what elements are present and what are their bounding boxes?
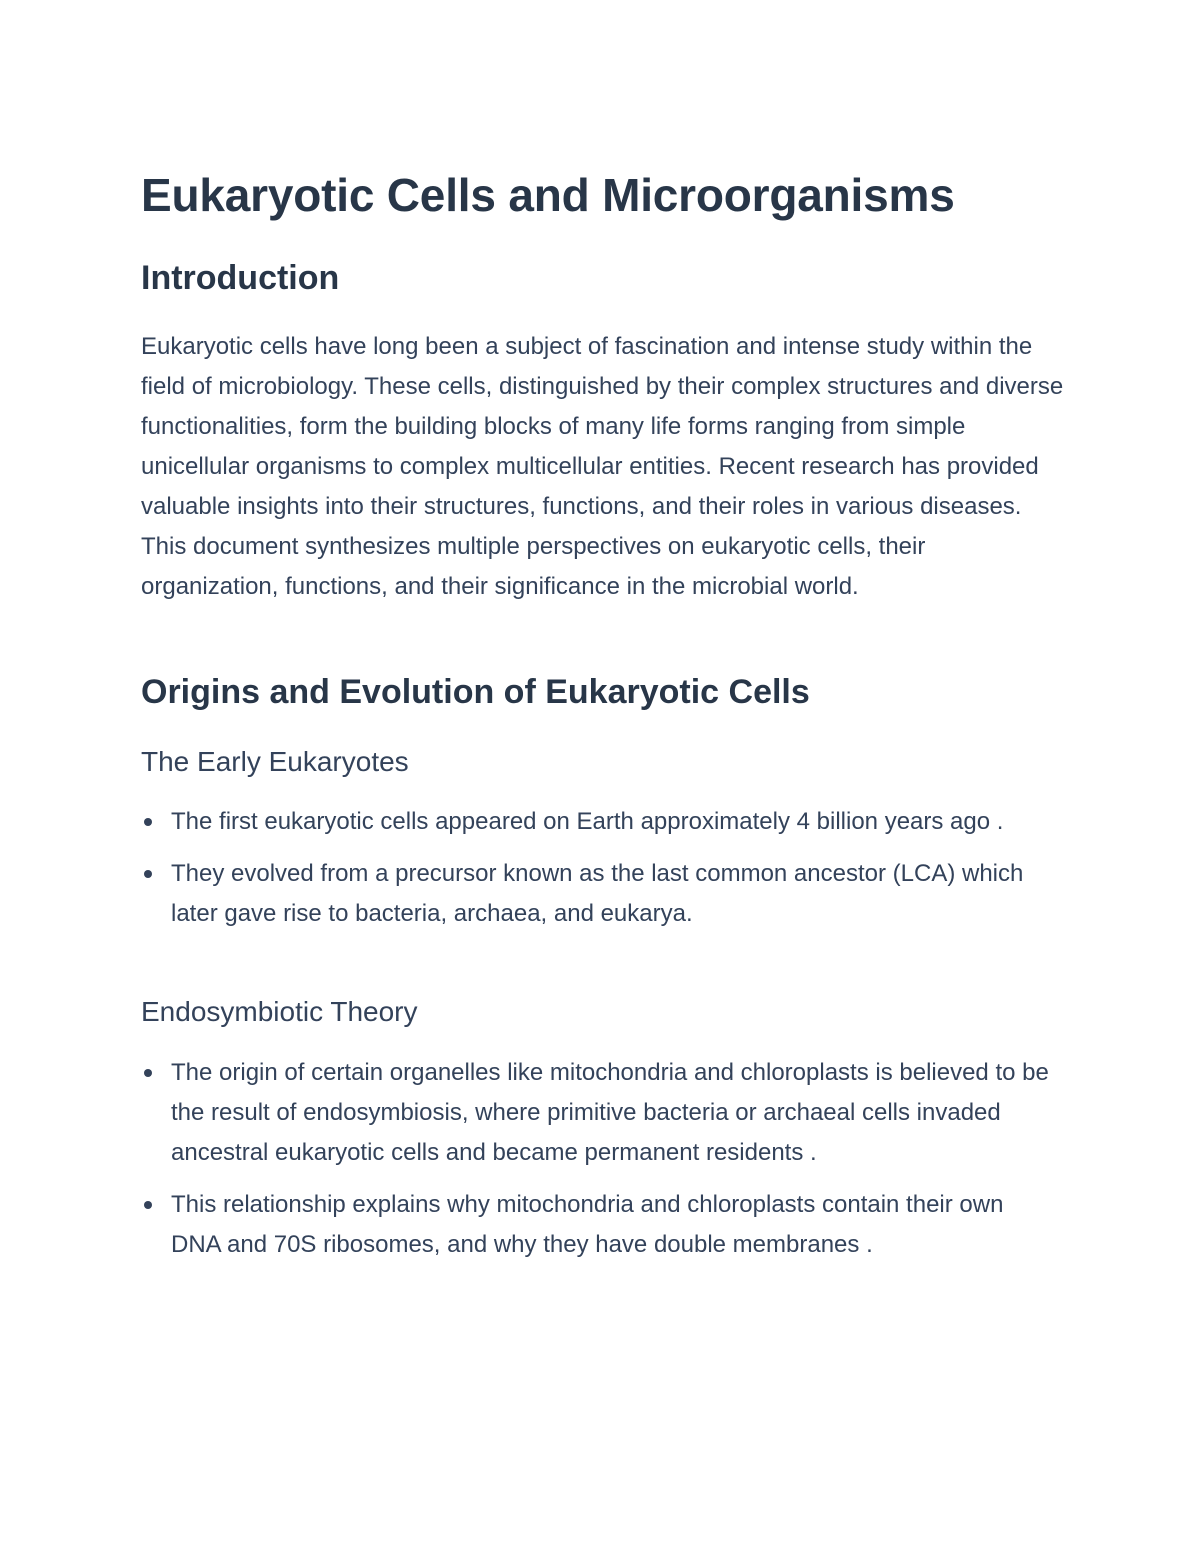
list-item-text: The origin of certain organelles like mitochondria and chloroplasts is believed to be the result of endosymbiosis, where primitive bacteria or archaeal cells invaded ancestral eukaryotic cells and became permanent residents . [171,1059,1049,1166]
introduction-paragraph: Eukaryotic cells have long been a subject of fascination and intense study within the field of microbiology. These cells, distinguished by their complex structures and diverse functionalities, form the building blocks of many life forms ranging from simple unicellular organisms to complex multicellular entities. Recent research has provided valuable insights into their structures, functions, and their roles in various diseases. This document synthesizes multiple perspectives on eukaryotic cells, their organization, functions, and their significance in the microbial world. [141,333,1064,600]
list-item [141,1185,1051,1265]
bullet-icon [144,1201,152,1209]
origins-heading: Origins and Evolution of Eukaryotic Cells [141,673,810,711]
list-item-text: This relationship explains why mitochondria and chloroplasts contain their own DNA and 70S ribosomes, and why they have double membranes . [171,1191,1004,1258]
bullet-icon [144,1069,152,1077]
bullet-icon [144,870,152,878]
endosymbiotic-theory-list [141,1053,1051,1277]
list-item [141,854,1051,934]
list-item-text: They evolved from a precursor known as the last common ancestor (LCA) which later gave rise to bacteria, archaea, and eukarya. [171,860,1024,927]
early-eukaryotes-list [141,802,1051,946]
list-item [141,1053,1051,1173]
early-eukaryotes-heading: The Early Eukaryotes [141,746,409,777]
document-title: Eukaryotic Cells and Microorganisms [141,169,955,221]
list-item [141,802,1051,842]
list-item-text: The first eukaryotic cells appeared on Earth approximately 4 billion years ago . [171,808,1004,835]
bullet-icon [144,818,152,826]
endosymbiotic-theory-heading: Endosymbiotic Theory [141,996,418,1027]
introduction-heading: Introduction [141,259,340,297]
